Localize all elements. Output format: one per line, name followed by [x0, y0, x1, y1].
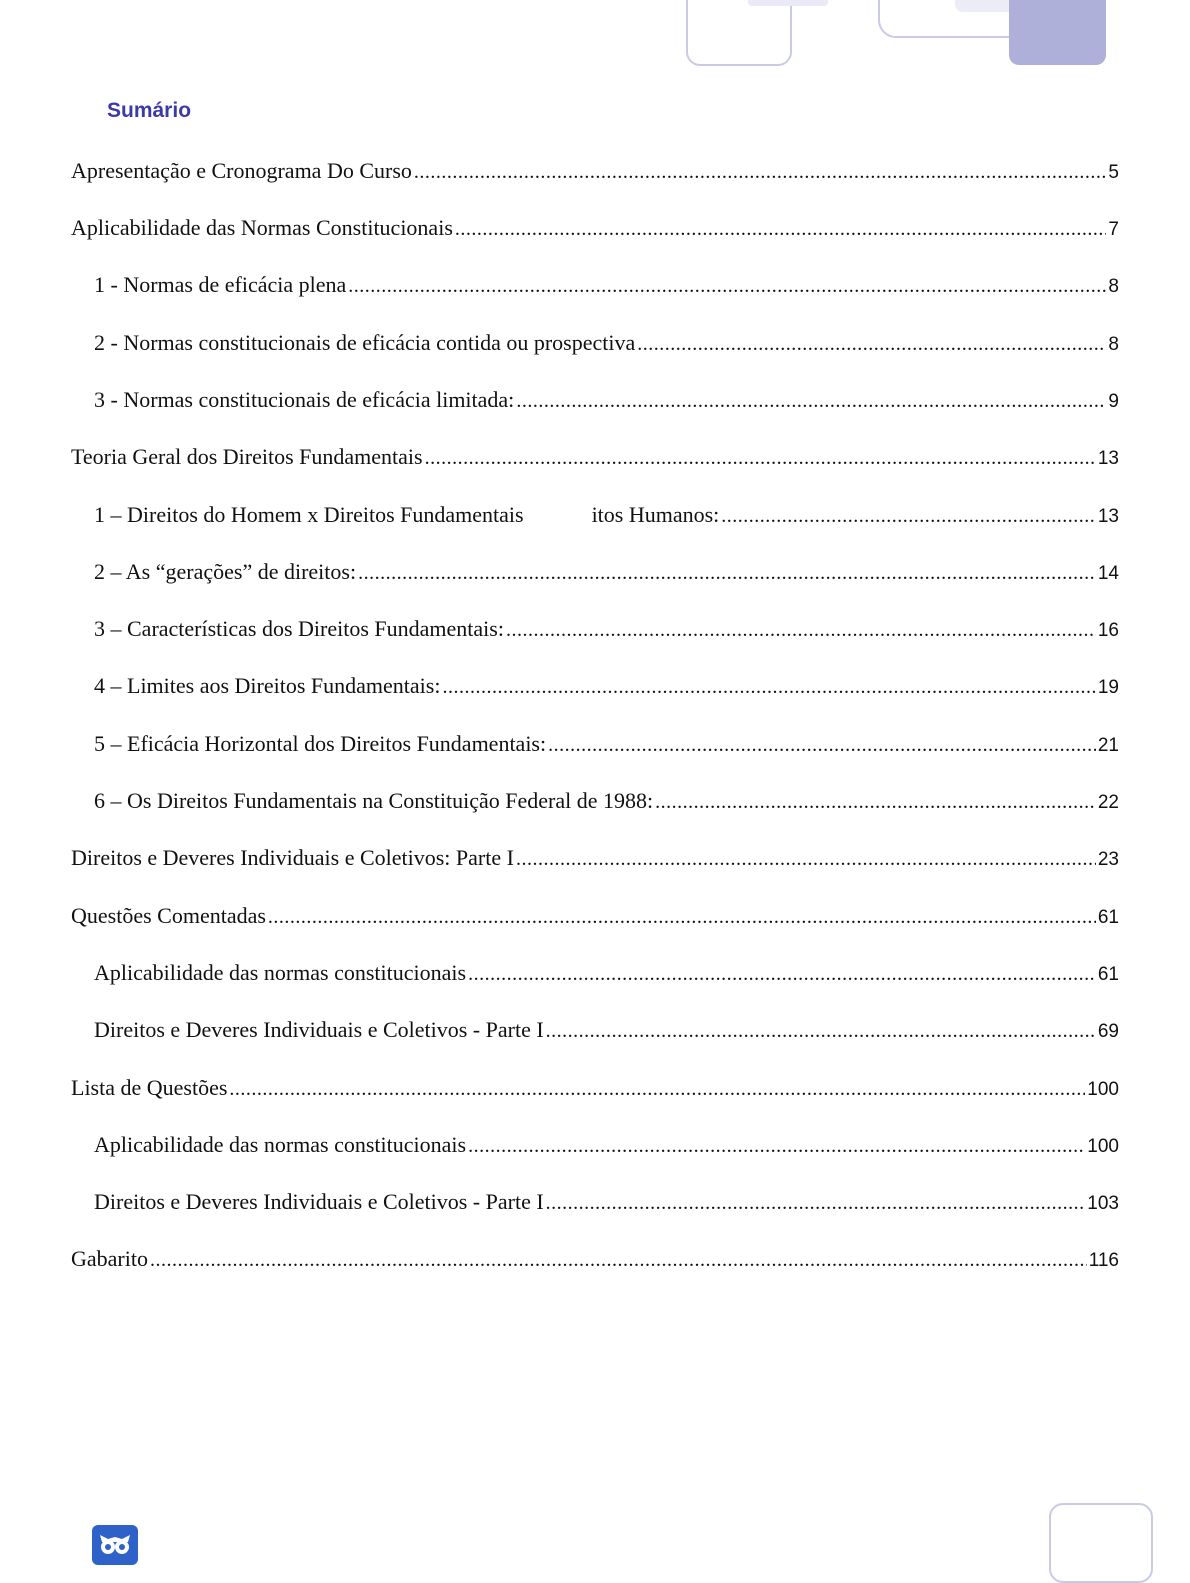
- toc-entry-label: Lista de Questões: [71, 1075, 228, 1100]
- toc-entry[interactable]: [94, 385, 1119, 415]
- toc-entry-label: 1 - Normas de eficácia plena: [94, 272, 347, 297]
- toc-leader-dots: [546, 1188, 1086, 1218]
- toc-entry[interactable]: [71, 1244, 1119, 1274]
- toc-entry[interactable]: [94, 786, 1119, 816]
- header-decoration-tab: [748, 0, 828, 6]
- toc-leader-dots: [268, 902, 1096, 932]
- toc-entry-label: Aplicabilidade das normas constitucionais: [94, 1132, 467, 1157]
- toc-entry[interactable]: [71, 213, 1119, 243]
- toc-page-number: 19: [1097, 677, 1119, 698]
- toc-entry-label: 1 – Direitos do Homem x Direitos Fundamentais: [94, 502, 524, 527]
- toc-leader-dots: [455, 214, 1107, 244]
- toc-entry[interactable]: [71, 442, 1119, 472]
- toc-page-number: 61: [1097, 907, 1119, 928]
- toc-page-number: 8: [1108, 334, 1119, 355]
- toc-leader-dots: [414, 157, 1107, 187]
- toc-leader-dots: [468, 1131, 1085, 1161]
- toc-entry[interactable]: [94, 1130, 1119, 1160]
- toc-page-number: 116: [1088, 1250, 1119, 1271]
- toc-entry[interactable]: [94, 328, 1119, 358]
- toc-page-number: 14: [1097, 563, 1119, 584]
- toc-page-number: 21: [1097, 735, 1119, 756]
- toc-leader-dots: [637, 329, 1106, 359]
- toc-entry[interactable]: [94, 729, 1119, 759]
- toc-entry[interactable]: [94, 1015, 1119, 1045]
- toc-leader-dots: [548, 730, 1096, 760]
- toc-entry[interactable]: [94, 1187, 1119, 1217]
- toc-leader-dots: [468, 959, 1096, 989]
- header-decoration-inner: [955, 0, 1015, 12]
- toc-leader-dots: [721, 501, 1096, 531]
- toc-leader-dots: [655, 787, 1096, 817]
- toc-entry-label-continued: itos Humanos:: [591, 502, 720, 527]
- toc-page-number: 61: [1097, 964, 1119, 985]
- toc-entry[interactable]: [71, 1073, 1119, 1103]
- toc-page-number: 69: [1097, 1021, 1119, 1042]
- toc-page-number: 23: [1097, 849, 1119, 870]
- toc-leader-dots: [442, 672, 1095, 702]
- toc-leader-dots: [229, 1074, 1085, 1104]
- toc-page-number: 8: [1108, 276, 1119, 297]
- footer-page-box: [1049, 1503, 1153, 1583]
- toc-entry-label: Aplicabilidade das Normas Constitucionais: [71, 215, 453, 240]
- toc-entry[interactable]: [71, 843, 1119, 873]
- toc-page-number: 22: [1097, 792, 1119, 813]
- toc-entry[interactable]: [94, 671, 1119, 701]
- toc-leader-dots: [425, 443, 1096, 473]
- toc-entry-label: 6 – Os Direitos Fundamentais na Constituição Federal de 1988:: [94, 788, 654, 813]
- toc-page-number: 100: [1087, 1136, 1119, 1157]
- toc-page-number: 13: [1097, 506, 1119, 527]
- toc-entry-label: 2 - Normas constitucionais de eficácia contida ou prospectiva: [94, 330, 636, 355]
- toc-entry-label: Questões Comentadas: [71, 903, 266, 928]
- toc-entry[interactable]: [94, 557, 1119, 587]
- toc-page-number: 103: [1087, 1193, 1119, 1214]
- toc-leader-dots: [150, 1245, 1087, 1275]
- toc-entry-label: Direitos e Deveres Individuais e Coletivos - Parte I: [94, 1189, 544, 1214]
- toc-page-number: 100: [1087, 1079, 1119, 1100]
- toc-entry[interactable]: [94, 614, 1119, 644]
- toc-entry-label: 4 – Limites aos Direitos Fundamentais:: [94, 673, 441, 698]
- toc-leader-dots: [516, 844, 1096, 874]
- toc-entry-label: 2 – As “gerações” de direitos:: [94, 559, 357, 584]
- toc-entry[interactable]: [71, 156, 1119, 186]
- toc-entry[interactable]: [94, 958, 1119, 988]
- toc-entry-label: Direitos e Deveres Individuais e Coletivos: Parte I: [71, 845, 514, 870]
- toc-entry-label: Direitos e Deveres Individuais e Coletivos - Parte I: [94, 1017, 544, 1042]
- toc-page-number: 16: [1097, 620, 1119, 641]
- toc-entry[interactable]: [94, 500, 1119, 530]
- toc-page-number: 7: [1108, 219, 1119, 240]
- toc-entry[interactable]: [94, 270, 1119, 300]
- toc-entry-label: Apresentação e Cronograma Do Curso: [71, 158, 412, 183]
- header-decoration-outline: [686, 0, 792, 66]
- toc-entry-label: 3 - Normas constitucionais de eficácia limitada:: [94, 387, 515, 412]
- owl-logo-icon: [92, 1525, 138, 1565]
- toc-entry-label: Aplicabilidade das normas constitucionais: [94, 960, 467, 985]
- toc-entry-label: Gabarito: [71, 1246, 148, 1271]
- toc-entry-label: 3 – Características dos Direitos Fundamentais:: [94, 616, 504, 641]
- toc-entry-label: 5 – Eficácia Horizontal dos Direitos Fundamentais:: [94, 731, 547, 756]
- toc-entry[interactable]: [71, 901, 1119, 931]
- toc-entry-label: Teoria Geral dos Direitos Fundamentais: [71, 444, 423, 469]
- toc-leader-dots: [348, 271, 1106, 301]
- page-title: Sumário: [107, 99, 192, 122]
- toc-leader-dots: [546, 1016, 1096, 1046]
- toc-page-number: 13: [1097, 448, 1119, 469]
- toc-leader-dots: [516, 386, 1106, 416]
- header-decoration-filled: [1009, 0, 1106, 65]
- toc-page-number: 9: [1108, 391, 1119, 412]
- toc-leader-dots: [506, 615, 1096, 645]
- toc-page-number: 5: [1108, 162, 1119, 183]
- toc-leader-dots: [358, 558, 1096, 588]
